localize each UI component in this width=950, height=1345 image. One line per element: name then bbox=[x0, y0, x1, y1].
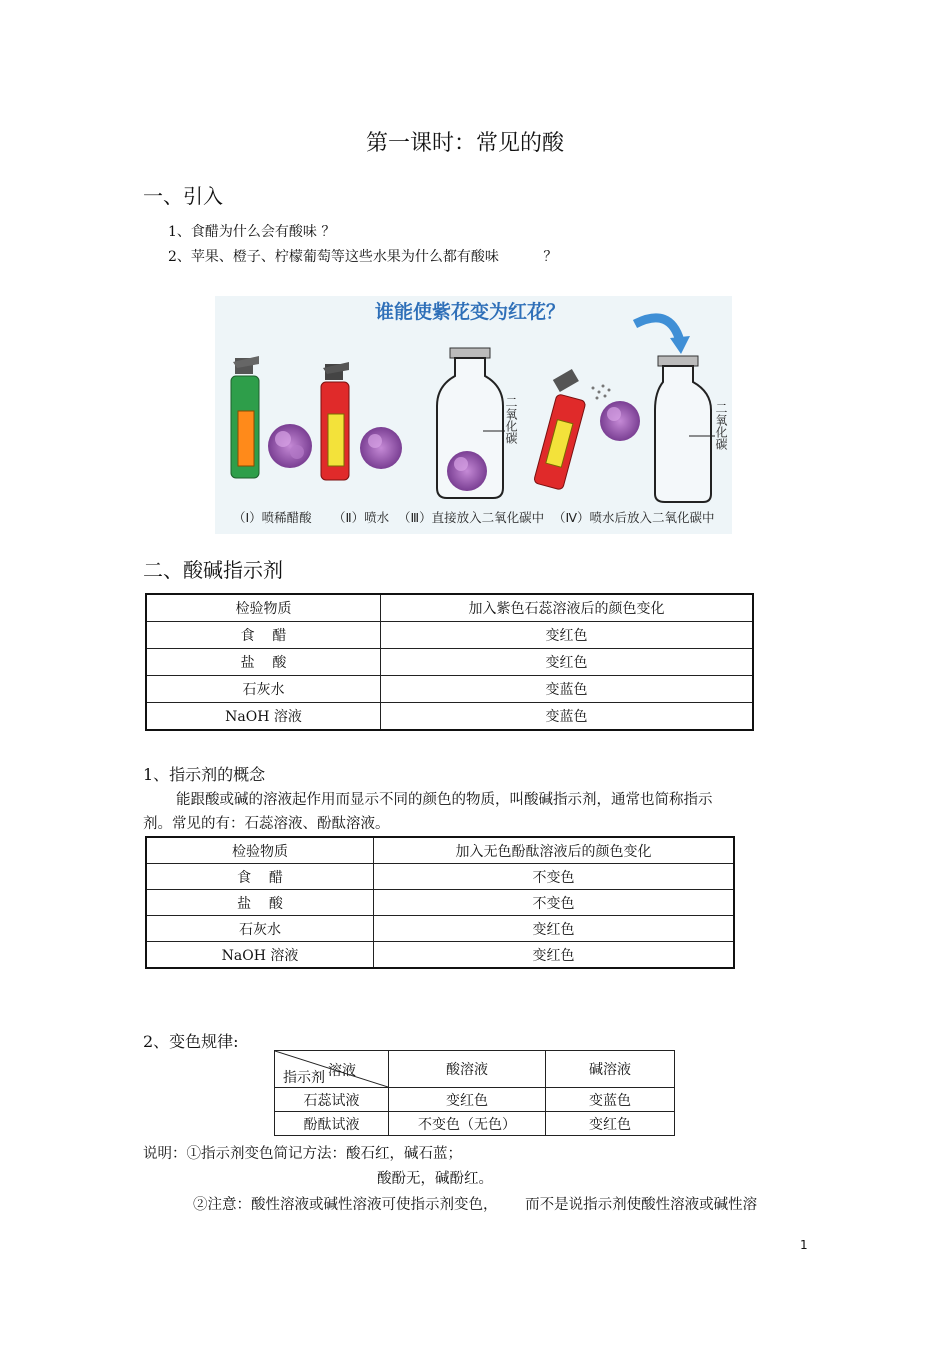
note-2: ②注意：酸性溶液或碱性溶液可使指示剂变色， 而不是说指示剂使酸性溶液或碱性溶 bbox=[193, 1197, 758, 1213]
section-heading-indicators: 二、酸碱指示剂 bbox=[143, 558, 283, 582]
subheading-color-rules: 2、变色规律: bbox=[143, 1032, 239, 1051]
caption-3: （Ⅲ）直接放入二氧化碳中 bbox=[398, 510, 545, 525]
concept-paragraph-line-1: 能跟酸或碱的溶液起作用而显示不同的颜色的物质，叫酸碱指示剂，通常也简称指示 bbox=[176, 792, 713, 808]
page-title: 第一课时：常见的酸 bbox=[365, 131, 564, 156]
table-cell: 不变色（无色） bbox=[389, 1112, 546, 1136]
table-cell: 变红色 bbox=[374, 916, 735, 942]
gas-label: 二氧化碳 bbox=[504, 396, 518, 444]
table-row bbox=[146, 649, 753, 676]
concept-paragraph-line-2: 剂。常见的有：石蕊溶液、酚酞溶液。 bbox=[143, 816, 390, 832]
subheading-concept: 1、指示剂的概念 bbox=[143, 765, 266, 784]
table-cell: 食 醋 bbox=[146, 622, 381, 649]
litmus-table bbox=[145, 593, 754, 731]
table-row bbox=[146, 890, 734, 916]
table-cell: 食 醋 bbox=[146, 864, 374, 890]
corner-label-solution: 溶液 bbox=[328, 1063, 356, 1079]
caption-4: （Ⅳ）喷水后放入二氧化碳中 bbox=[553, 510, 715, 525]
table-header-row bbox=[146, 837, 734, 864]
table-header-cell: 检验物质 bbox=[146, 594, 381, 622]
table-cell: 石蕊试液 bbox=[275, 1088, 389, 1112]
table-row bbox=[146, 676, 753, 703]
table-header-cell: 碱溶液 bbox=[546, 1051, 675, 1088]
table-cell: 变蓝色 bbox=[546, 1088, 675, 1112]
table-cell: 酚酞试液 bbox=[275, 1112, 389, 1136]
table-row bbox=[146, 864, 734, 890]
table-cell: 不变色 bbox=[374, 864, 735, 890]
table-cell: 变蓝色 bbox=[381, 703, 754, 731]
purple-flower-icon bbox=[447, 451, 487, 491]
note-1: 说明：①指示剂变色简记方法：酸石红，碱石蓝； bbox=[143, 1146, 462, 1162]
corner-label-indicator: 指示剂 bbox=[283, 1070, 325, 1086]
table-cell: 变红色 bbox=[546, 1112, 675, 1136]
page-number: 1 bbox=[800, 1238, 808, 1252]
table-cell: 变红色 bbox=[374, 942, 735, 969]
phenolphthalein-table bbox=[145, 836, 735, 969]
question-1: 1、食醋为什么会有酸味 ？ bbox=[168, 224, 336, 240]
spray-bottle-icon bbox=[321, 362, 349, 480]
caption-1: （Ⅰ）喷稀醋酸 bbox=[233, 510, 312, 525]
table-header-cell: 加入无色酚酞溶液后的颜色变化 bbox=[374, 837, 735, 864]
spray-bottle-icon bbox=[231, 356, 259, 478]
caption-2: （Ⅱ）喷水 bbox=[333, 510, 390, 525]
note-1-continued: 酸酚无，碱酚红。 bbox=[377, 1171, 493, 1187]
color-rules-table bbox=[274, 1050, 675, 1136]
table-cell: 变蓝色 bbox=[381, 676, 754, 703]
table-header-row bbox=[146, 594, 753, 622]
table-cell: 盐 酸 bbox=[146, 649, 381, 676]
curved-arrow-icon bbox=[635, 318, 680, 341]
table-cell: 石灰水 bbox=[146, 916, 374, 942]
spray-mist-icon bbox=[592, 385, 611, 400]
diagonal-header-cell bbox=[275, 1051, 389, 1088]
table-cell: 不变色 bbox=[374, 890, 735, 916]
gas-jar-icon bbox=[655, 356, 711, 502]
table-cell: 变红色 bbox=[389, 1088, 546, 1112]
spray-bottle-icon bbox=[533, 369, 586, 490]
question-2: 2、苹果、橙子、柠檬葡萄等这些水果为什么都有酸味 ？ bbox=[168, 249, 558, 265]
table-row bbox=[275, 1112, 675, 1136]
experiment-figure bbox=[215, 296, 732, 534]
table-row bbox=[275, 1088, 675, 1112]
table-header-cell: 酸溶液 bbox=[389, 1051, 546, 1088]
table-cell: NaOH 溶液 bbox=[146, 942, 374, 969]
section-heading-intro: 一、引入 bbox=[143, 184, 223, 208]
table-row bbox=[146, 703, 753, 731]
table-row bbox=[146, 942, 734, 969]
purple-flower-icon bbox=[360, 427, 402, 469]
table-cell: 盐 酸 bbox=[146, 890, 374, 916]
table-header-cell: 检验物质 bbox=[146, 837, 374, 864]
purple-flower-icon bbox=[268, 424, 312, 468]
table-row bbox=[146, 916, 734, 942]
table-header-row bbox=[275, 1051, 675, 1088]
gas-label: 二氧化碳 bbox=[714, 402, 728, 450]
figure-title: 谁能使紫花变为红花？ bbox=[374, 301, 566, 323]
table-cell: 变红色 bbox=[381, 622, 754, 649]
table-cell: NaOH 溶液 bbox=[146, 703, 381, 731]
table-cell: 变红色 bbox=[381, 649, 754, 676]
table-cell: 石灰水 bbox=[146, 676, 381, 703]
table-row bbox=[146, 622, 753, 649]
purple-flower-icon bbox=[600, 401, 640, 441]
table-header-cell: 加入紫色石蕊溶液后的颜色变化 bbox=[381, 594, 754, 622]
